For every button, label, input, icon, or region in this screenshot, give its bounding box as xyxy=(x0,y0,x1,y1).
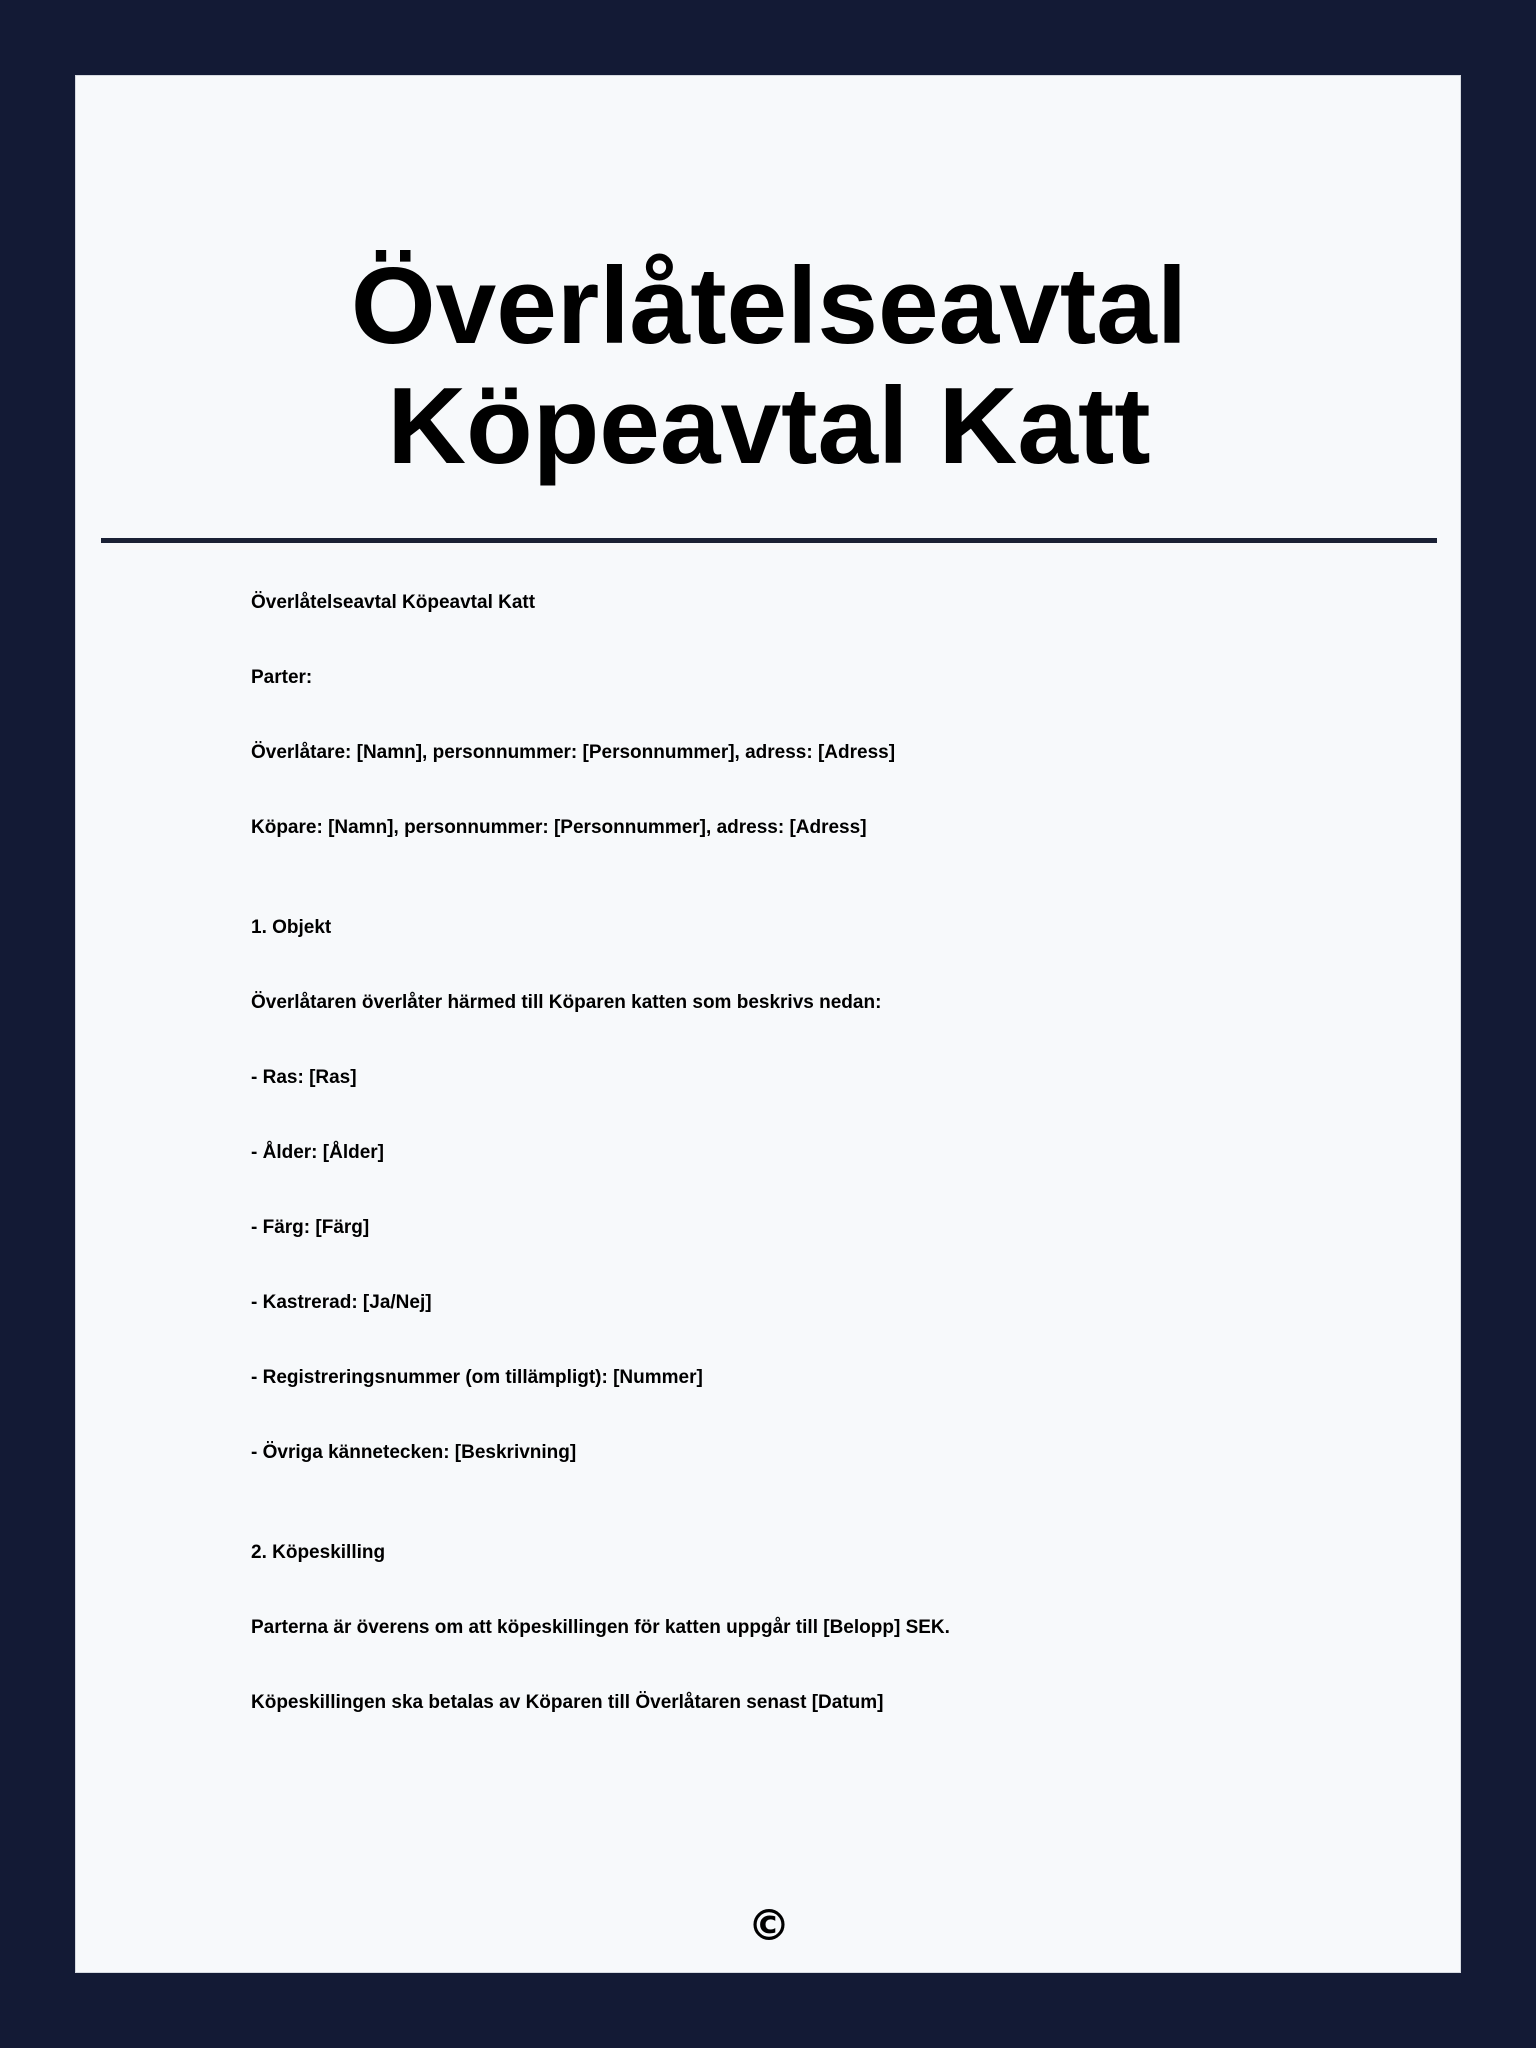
transferor-line: Överlåtare: [Namn], personnummer: [Personnummer], adress: [Adress] xyxy=(251,742,896,763)
price-description: Parterna är överens om att köpeskillingen för katten uppgår till [Belopp] SEK. xyxy=(251,1617,950,1638)
breed-item: - Ras: [Ras] xyxy=(251,1067,357,1088)
section-price-heading: 2. Köpeskilling xyxy=(251,1542,386,1563)
payment-deadline: Köpeskillingen ska betalas av Köparen till Överlåtaren senast [Datum] xyxy=(251,1692,884,1713)
neutered-item: - Kastrerad: [Ja/Nej] xyxy=(251,1292,432,1313)
copyright-icon: © xyxy=(747,1901,791,1951)
document-title: Överlåtelseavtal Köpeavtal Katt xyxy=(350,245,1188,487)
age-item: - Ålder: [Ålder] xyxy=(251,1142,384,1163)
title-divider xyxy=(101,538,1437,543)
color-item: - Färg: [Färg] xyxy=(251,1217,370,1238)
parties-heading: Parter: xyxy=(251,667,313,688)
registration-item: - Registreringsnummer (om tillämpligt): [Nummer] xyxy=(251,1367,703,1388)
section-object-heading: 1. Objekt xyxy=(251,917,332,938)
buyer-line: Köpare: [Namn], personnummer: [Personnummer], adress: [Adress] xyxy=(251,817,867,838)
body-heading: Överlåtelseavtal Köpeavtal Katt xyxy=(251,592,536,613)
object-description: Överlåtaren överlåter härmed till Köparen katten som beskrivs nedan: xyxy=(251,992,882,1013)
document-page xyxy=(75,75,1461,1973)
distinguishing-features-item: - Övriga kännetecken: [Beskrivning] xyxy=(251,1442,577,1463)
